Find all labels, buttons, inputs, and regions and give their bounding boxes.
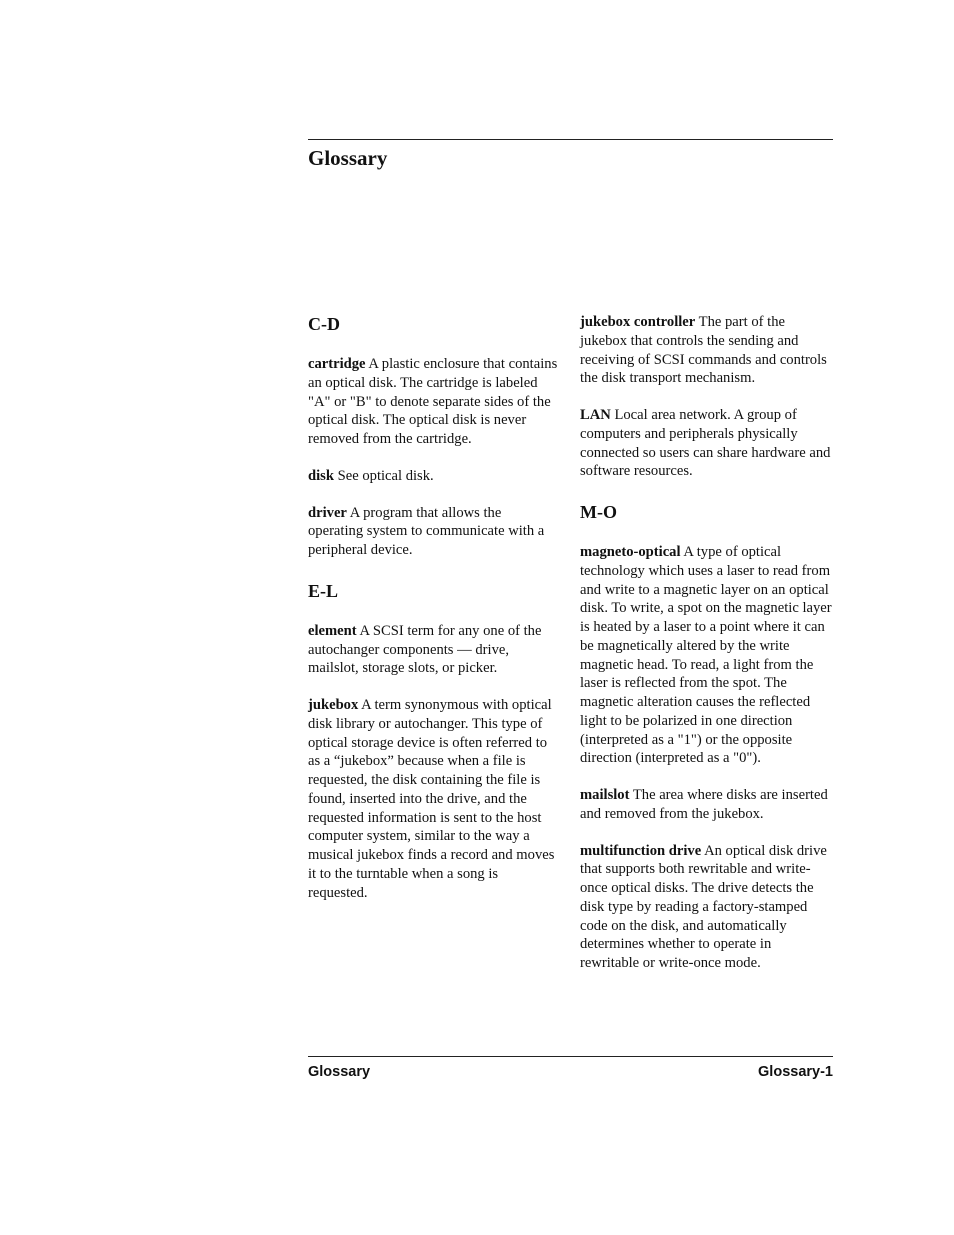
entry-definition: A SCSI term for any one of the autochanger components — drive, mailslot, storage slots, or picker. (308, 622, 542, 677)
section-heading: C-D (308, 314, 340, 334)
glossary-entry-magneto-optical (580, 543, 832, 768)
entry-term: mailslot (580, 787, 630, 803)
entry-term: element (308, 622, 357, 639)
footer-section-title: Glossary (308, 1064, 371, 1080)
section-heading: M-O (580, 502, 617, 522)
entry-definition: The part of the jukebox that controls the sending and receiving of SCSI commands and controls the disk transport mechanism. (580, 314, 827, 387)
entry-definition: A program that allows the operating system to communicate with a peripheral device. (308, 504, 545, 558)
entry-term: disk (308, 467, 334, 484)
entry-term: cartridge (308, 356, 366, 372)
glossary-entry-lan (580, 406, 832, 481)
entry-definition: A term synonymous with optical disk library or autochanger. This type of optical storage device is often referred to as a “jukebox” because when a file is requested, the disk containing the file is found, inserted into the drive, and the requested information is sent to the host computer system, similar to the way a musical jukebox finds a record and moves it to the turntable when a song is requested. (308, 697, 555, 901)
entry-term: LAN (580, 407, 611, 423)
section-continued-e-l (580, 313, 832, 481)
glossary-entry-mailslot (580, 786, 832, 824)
page-title: Glossary (308, 146, 388, 170)
entry-definition: See optical disk. (337, 467, 434, 484)
right-column (580, 313, 832, 973)
glossary-entry-disk (308, 467, 560, 486)
glossary-entry-jukebox (308, 696, 560, 902)
section-heading: E-L (308, 580, 339, 601)
entry-definition: Local area network. A group of computers and peripherals physically connected so users can share hardware and software resources. (580, 407, 831, 480)
glossary-entry-driver (308, 504, 560, 560)
glossary-entry-cartridge (308, 355, 560, 449)
entry-definition: A plastic enclosure that contains an optical disk. The cartridge is labeled "A" or "B" to denote separate sides of the optical disk. The optical disk is never removed from the cartridge. (308, 356, 558, 447)
section-e-l (308, 580, 560, 903)
entry-term: magneto-optical (580, 544, 681, 560)
section-c-d (308, 313, 560, 560)
entry-definition: The area where disks are inserted and removed from the jukebox. (580, 787, 828, 822)
entry-term: jukebox (308, 697, 359, 713)
entry-definition: A type of optical technology which uses a laser to read from and write to a magnetic layer on an optical disk. To write, a spot on the magnetic layer is heated by a laser to a point where it can be magnetically altered by the write magnetic head. To read, a light from the laser is reflected from the spot. The magnetic alteration causes the reflected light to be polarized in one direction (interpreted as a "1") or the opposite direction (interpreted as a "0"). (580, 544, 832, 767)
section-m-o (580, 501, 832, 973)
entry-term: jukebox controller (580, 314, 696, 330)
glossary-entry-multifunction-drive (580, 842, 832, 973)
footer-rule (308, 1056, 833, 1057)
entry-term: multifunction drive (580, 842, 702, 859)
glossary-entry-jukebox-controller (580, 313, 832, 388)
footer-page-number: Glossary-1 (758, 1064, 833, 1080)
entry-definition: An optical disk drive that supports both rewritable and write-once optical disks. The drive detects the disk type by reading a factory-stamped code on the disk, and automatically determines whether to operate in rewritable or write-once mode. (580, 842, 827, 971)
glossary-entry-element (308, 622, 560, 678)
entry-term: driver (308, 504, 347, 521)
header-rule (308, 139, 833, 140)
left-column (308, 313, 560, 902)
